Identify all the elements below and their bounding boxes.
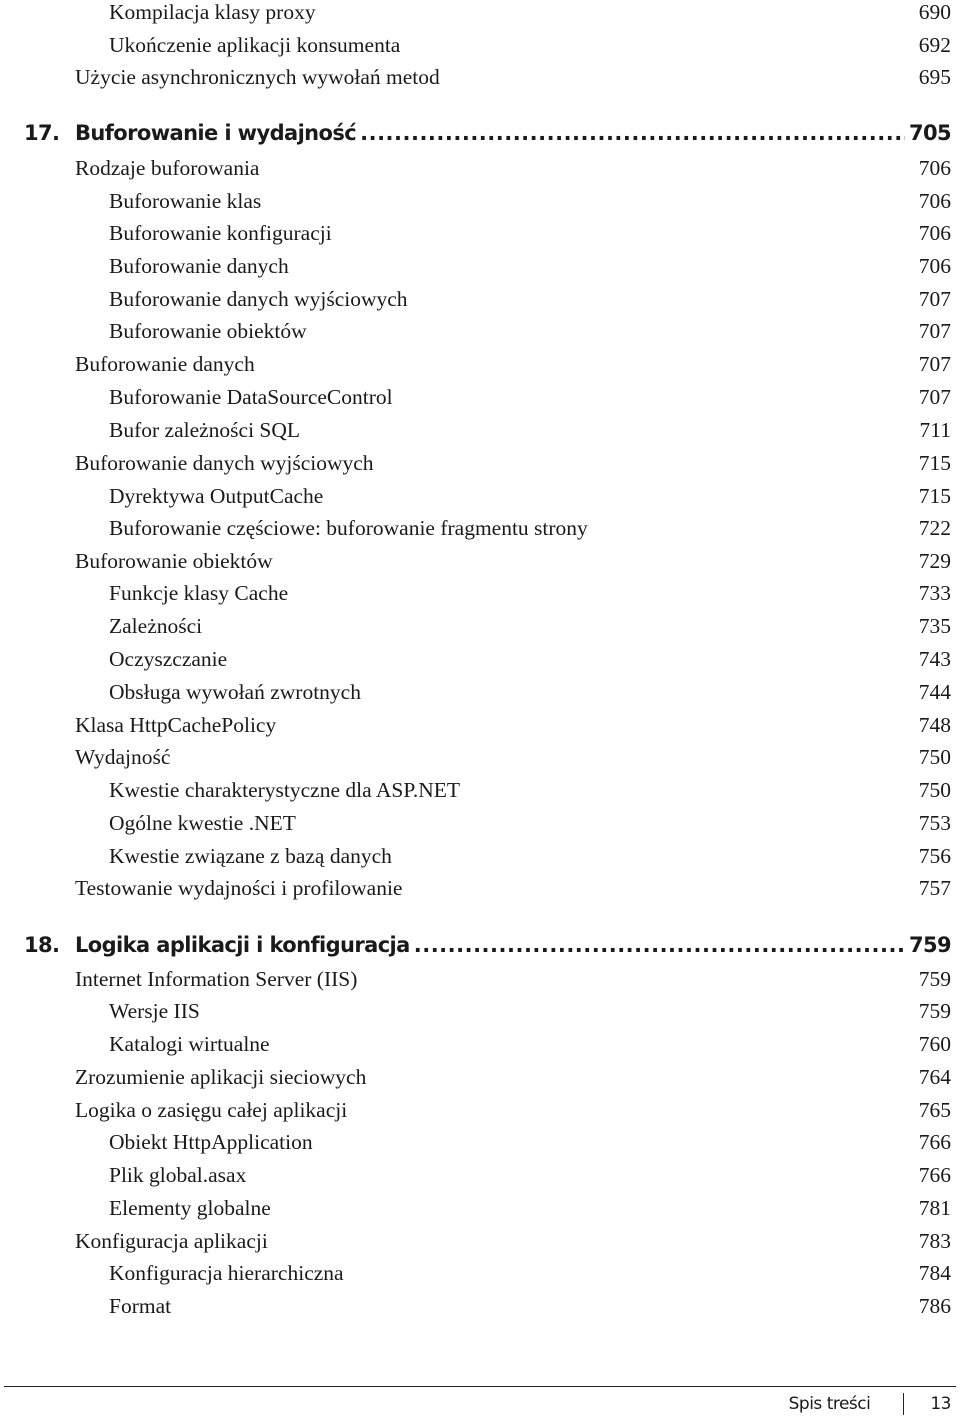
toc-entry[interactable] — [109, 0, 951, 27]
chapter-number: 18. — [24, 933, 60, 957]
toc-entry-title: Kwestie związane z bazą danych — [109, 844, 392, 868]
toc-entry-title: Logika o zasięgu całej aplikacji — [75, 1098, 348, 1122]
toc-entry-page: 783 — [918, 1229, 951, 1253]
toc-entry-title: Internet Information Server (IIS) — [75, 967, 358, 991]
toc-entry[interactable] — [109, 841, 951, 871]
toc-entry[interactable] — [75, 1062, 951, 1092]
toc-entry-page: 706 — [918, 221, 951, 245]
chapter-page: 705 — [908, 121, 951, 145]
toc-entry-page: 743 — [918, 647, 951, 671]
toc-entry[interactable] — [109, 30, 951, 60]
footer-rule — [4, 1386, 956, 1387]
toc-entry-page: 756 — [918, 844, 951, 868]
toc-entry-title: Buforowanie częściowe: buforowanie fragmentu strony — [109, 516, 588, 540]
toc-entry-title: Kompilacja klasy proxy — [109, 0, 316, 24]
toc-entry-title: Konfiguracja aplikacji — [75, 1229, 268, 1253]
toc-entry-page: 715 — [918, 484, 951, 508]
toc-entry-title: Elementy globalne — [109, 1196, 271, 1220]
toc-entry-title: Buforowanie danych wyjściowych — [75, 451, 374, 475]
toc-entry[interactable] — [109, 996, 951, 1026]
toc-entry-page: 760 — [918, 1032, 951, 1056]
toc-entry-page: 707 — [918, 319, 951, 343]
toc-entry[interactable] — [109, 1160, 951, 1190]
toc-entry[interactable] — [109, 251, 951, 281]
toc-entry-page: 753 — [918, 811, 951, 835]
page-footer — [789, 1392, 951, 1416]
chapter-number: 17. — [24, 121, 60, 145]
toc-entry[interactable] — [109, 775, 951, 805]
toc-entry[interactable] — [75, 742, 951, 772]
toc-entry[interactable] — [109, 1258, 951, 1288]
toc-entry-title: Kwestie charakterystyczne dla ASP.NET — [109, 778, 461, 802]
toc-entry-page: 786 — [918, 1294, 951, 1318]
toc-entry-title: Dyrektywa OutputCache — [109, 484, 324, 508]
toc-entry-page: 706 — [918, 254, 951, 278]
toc-entry[interactable] — [109, 513, 951, 543]
toc-entry[interactable] — [109, 481, 951, 511]
toc-entry-title: Obsługa wywołań zwrotnych — [109, 680, 361, 704]
toc-entry-title: Rodzaje buforowania — [75, 156, 260, 180]
toc-entry-title: Użycie asynchronicznych wywołań metod — [75, 65, 440, 89]
toc-entry-title: Buforowanie obiektów — [109, 319, 307, 343]
footer-section-label: Spis treści — [788, 1394, 871, 1414]
toc-entry[interactable] — [75, 153, 951, 183]
toc-entry[interactable] — [75, 873, 951, 903]
toc-entry-title: Klasa HttpCachePolicy — [75, 713, 277, 737]
toc-entry-page: 706 — [918, 156, 951, 180]
footer-separator — [903, 1393, 904, 1415]
chapter-title: Buforowanie i wydajność — [75, 121, 357, 145]
toc-entry[interactable] — [109, 382, 951, 412]
toc-entry[interactable] — [75, 964, 951, 994]
toc-entry[interactable] — [109, 415, 951, 445]
toc-entry[interactable] — [75, 546, 951, 576]
toc-entry-title: Oczyszczanie — [109, 647, 228, 671]
toc-entry[interactable] — [75, 1226, 951, 1256]
toc-entry-title: Buforowanie danych — [75, 352, 255, 376]
toc-entry[interactable] — [109, 1291, 951, 1321]
toc-entry[interactable] — [75, 62, 951, 92]
toc-entry-page: 733 — [918, 581, 951, 605]
toc-entry-page: 690 — [918, 0, 951, 24]
toc-entry-title: Zrozumienie aplikacji sieciowych — [75, 1065, 367, 1089]
toc-entry-title: Katalogi wirtualne — [109, 1032, 270, 1056]
toc-entry-page: 707 — [918, 385, 951, 409]
toc-entry[interactable] — [109, 677, 951, 707]
chapter-heading-18[interactable] — [24, 928, 951, 962]
toc-entry[interactable] — [109, 284, 951, 314]
toc-entry[interactable] — [109, 1127, 951, 1157]
footer-page-number: 13 — [930, 1394, 951, 1414]
toc-entry-page: 692 — [918, 33, 951, 57]
chapter-title: Logika aplikacji i konfiguracja — [75, 933, 410, 957]
toc-entry[interactable] — [75, 349, 951, 379]
toc-entry-title: Wydajność — [75, 745, 171, 769]
toc-entry[interactable] — [75, 710, 951, 740]
toc-entry-title: Buforowanie obiektów — [75, 549, 273, 573]
chapter-heading-17[interactable] — [24, 116, 951, 150]
toc-entry-title: Buforowanie danych wyjściowych — [109, 287, 408, 311]
toc-entry-page: 750 — [918, 778, 951, 802]
toc-entry-page: 766 — [918, 1163, 951, 1187]
toc-entry-page: 750 — [918, 745, 951, 769]
toc-entry[interactable] — [109, 808, 951, 838]
toc-entry-page: 765 — [918, 1098, 951, 1122]
toc-entry-title: Funkcje klasy Cache — [109, 581, 289, 605]
toc-entry-title: Zależności — [109, 614, 203, 638]
toc-entry-page: 706 — [918, 189, 951, 213]
chapter-page: 759 — [908, 933, 951, 957]
toc-entry-title: Konfiguracja hierarchiczna — [109, 1261, 344, 1285]
toc-entry-title: Buforowanie klas — [109, 189, 262, 213]
toc-entry-page: 748 — [918, 713, 951, 737]
toc-entry-title: Ukończenie aplikacji konsumenta — [109, 33, 401, 57]
toc-entry[interactable] — [75, 448, 951, 478]
toc-entry-title: Obiekt HttpApplication — [109, 1130, 313, 1154]
toc-entry-page: 715 — [918, 451, 951, 475]
toc-entry[interactable] — [109, 316, 951, 346]
toc-entry-page: 784 — [918, 1261, 951, 1285]
toc-entry[interactable] — [109, 1029, 951, 1059]
toc-entry-page: 766 — [918, 1130, 951, 1154]
toc-entry-title: Buforowanie danych — [109, 254, 289, 278]
toc-entry[interactable] — [75, 1095, 951, 1125]
toc-entry-title: Ogólne kwestie .NET — [109, 811, 296, 835]
dot-leader — [414, 933, 905, 957]
toc-entry-page: 707 — [918, 287, 951, 311]
toc-entry[interactable] — [109, 578, 951, 608]
toc-entry-page: 781 — [918, 1196, 951, 1220]
toc-entry[interactable] — [109, 644, 951, 674]
toc-entry-title: Buforowanie DataSourceControl — [109, 385, 393, 409]
toc-entry-title: Plik global.asax — [109, 1163, 247, 1187]
toc-entry-title: Bufor zależności SQL — [109, 418, 301, 442]
toc-entry-title: Format — [109, 1294, 172, 1318]
toc-entry-title: Testowanie wydajności i profilowanie — [75, 876, 403, 900]
toc-entry-page: 744 — [918, 680, 951, 704]
toc-entry-page: 757 — [918, 876, 951, 900]
toc-entry-title: Buforowanie konfiguracji — [109, 221, 332, 245]
toc-entry-title: Wersje IIS — [109, 999, 200, 1023]
toc-entry[interactable] — [109, 218, 951, 248]
toc-entry-page: 707 — [918, 352, 951, 376]
toc-entry[interactable] — [109, 611, 951, 641]
toc-entry-page: 695 — [918, 65, 951, 89]
toc-entry[interactable] — [109, 186, 951, 216]
toc-entry-page: 764 — [918, 1065, 951, 1089]
toc-entry-page: 759 — [918, 967, 951, 991]
dot-leader — [360, 121, 905, 145]
toc-entry[interactable] — [109, 1193, 951, 1223]
toc-entry-page: 729 — [918, 549, 951, 573]
toc-entry-page: 735 — [918, 614, 951, 638]
toc-entry-page: 759 — [918, 999, 951, 1023]
toc-entry-page: 722 — [918, 516, 951, 540]
toc-entry-page: 711 — [919, 418, 951, 442]
